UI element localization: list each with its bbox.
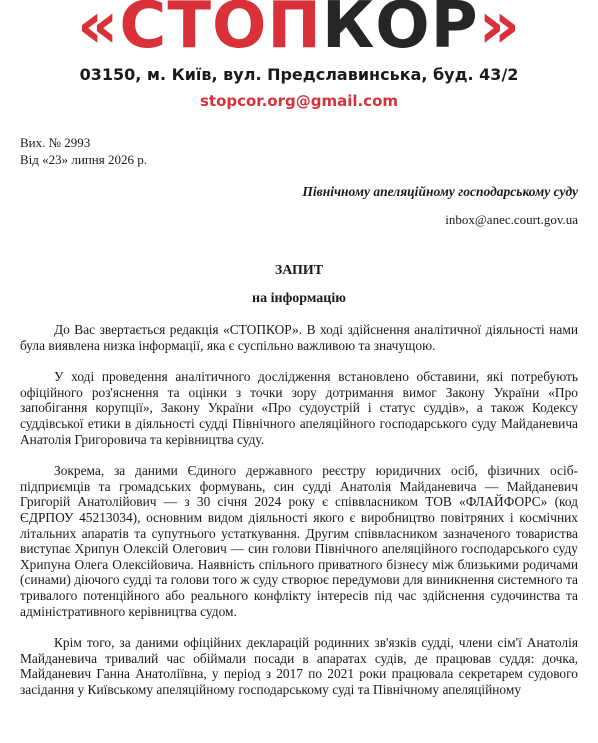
addressee-email: inbox@anec.court.gov.ua xyxy=(445,212,578,227)
body-paragraph-4: Крім того, за даними офіційних декларацій родинних зв'язків судді, члени сім'ї Анатолія Майданевича тривалий час обіймали посади в апаратах судів, де працював суддя: дочка, Майданевич Ганна Анатоліївна, у період з 2017 по 2021 роки працювала секретарем судового засідання у Київському апеляційному господарському суді та Північному апеляційному xyxy=(20,635,578,697)
logo-red-part: СТОП xyxy=(119,0,322,63)
document-title: ЗАПИТ xyxy=(274,263,324,278)
stopcor-logo xyxy=(0,0,598,64)
outgoing-info xyxy=(20,134,147,168)
logo-dark-part: КОР xyxy=(321,0,479,63)
outgoing-date: Від «23» липня 2026 р. xyxy=(20,152,147,167)
addressee-name: Північному апеляційному господарському суду xyxy=(302,184,578,199)
logo-close-quote: » xyxy=(478,0,521,63)
document-body xyxy=(20,322,578,713)
letterhead-address: 03150, м. Київ, вул. Предславинська, буд. 43/2 xyxy=(79,65,519,84)
letterhead-email: stopcor.org@gmail.com xyxy=(199,92,399,110)
body-paragraph-3: Зокрема, за даними Єдиного державного реєстру юридичних осіб, фізичних осіб-підприємців та громадських формувань, син судді Анатолія Майданевича — Майданевич Григорій Анатолійович — з 30 січня 2024 року є співвласником ТОВ «ФЛАЙФОРС» (код ЄДРПОУ 45213034), основним видом діяльності якого є виробництво повітряних і космічних літальних апаратів та супутнього устаткування. Другим співвласником зазначеного товариства виступає Хрипун Олексій Олегович — син голови Північного апеляційного господарського суду Хрипуна Олега Олексійовича. Наявність спільного приватного бізнесу між близькими родичами (синами) діючого судді та голови того ж суду створює передумови для виникнення системного та тривалого потенційного або реального конфлікту інтересів під час здійснення судочинства та адміністративного керівництва судом. xyxy=(20,463,578,619)
document-subtitle: на інформацію xyxy=(252,291,346,306)
outgoing-number: Вих. № 2993 xyxy=(20,135,91,150)
body-paragraph-1: До Вас звертається редакція «СТОПКОР». В ході здійснення аналітичної діяльності нами була виявлена низка інформації, яка є суспільно важливою та значущою. xyxy=(20,322,578,353)
body-paragraph-2: У ході проведення аналітичного дослідження встановлено обставини, які потребують офіційного роз'яснення та оцінки з точки зору дотримання вимог Закону України «Про запобігання корупції», Закону України «Про судоустрій і статус суддів», а також Кодексу суддівської етики в діяльності судді Північного апеляційного господарського суду Майданевича Анатолія Григоровича та керівництва суду. xyxy=(20,369,578,447)
logo-open-quote: « xyxy=(77,0,120,63)
